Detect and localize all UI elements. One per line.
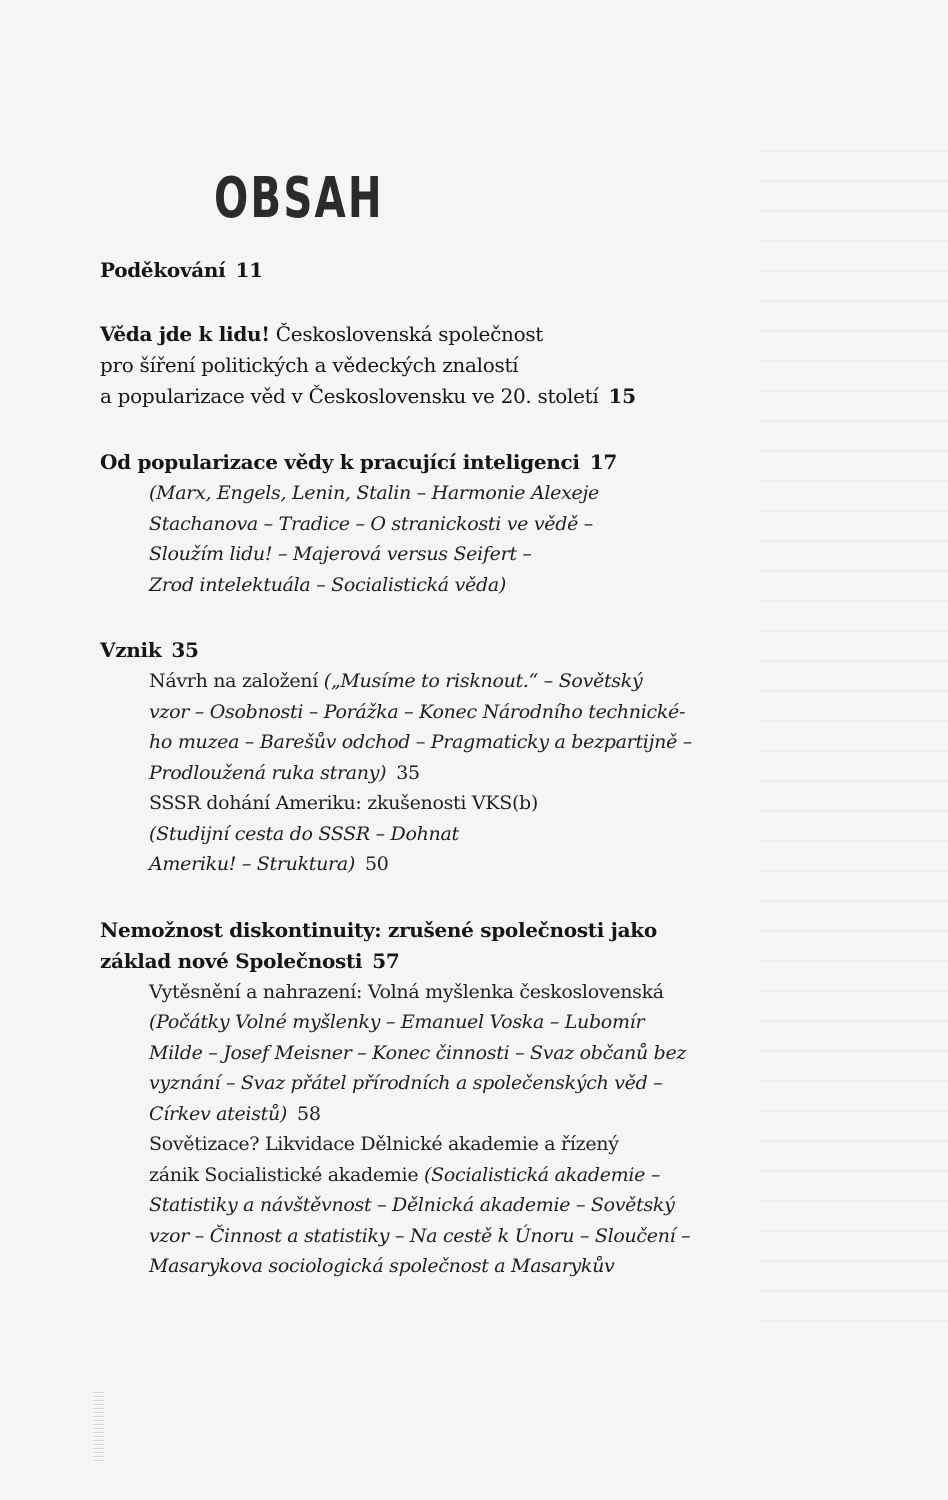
toc-subentry-title-cont: zánik Socialistické akademie <box>149 1163 425 1186</box>
toc-page-number: 17 <box>589 450 617 474</box>
toc-entry-title-cont: Československá společnost <box>269 322 544 346</box>
toc-entry <box>100 319 750 412</box>
toc-subtopics: Zrod intelektuála – Socialistická věda) <box>149 573 506 596</box>
toc-entry <box>100 447 750 600</box>
toc-subtopics: Milde – Josef Meisner – Konec činnosti – Svaz občanů bez <box>149 1041 687 1064</box>
toc-entry-title: Poděkování <box>100 258 226 282</box>
page-title: OBSAH <box>214 166 384 231</box>
toc-entry-line: a popularizace věd v Československu ve 20. století <box>100 384 599 408</box>
toc-subtopics: Sloužím lidu! – Majerová versus Seifert – <box>149 543 532 565</box>
toc-subtopics: Prodloužená ruka strany) <box>149 761 387 784</box>
bleed-through-text <box>758 150 948 1350</box>
toc-subentry-title: Vytěsnění a nahrazení: Volná myšlenka československá <box>149 980 664 1003</box>
toc-subentry-title: Návrh na založení <box>149 670 324 692</box>
toc-page-number: 11 <box>235 258 263 282</box>
toc-page-number: 58 <box>297 1102 321 1125</box>
toc-subtopics: („Musíme to risknout.“ – Sovětský <box>323 670 643 692</box>
toc-entry-title-cont: základ nové Společnosti <box>100 948 363 973</box>
toc-subtopics: vyznání – Svaz přátel přírodních a společenských věd – <box>149 1072 663 1094</box>
toc-entry <box>100 915 750 1282</box>
toc-entry-title: Nemožnost diskontinuity: zrušené společnosti jako <box>100 917 657 942</box>
page-edge-mark <box>94 1392 104 1462</box>
toc-subentry-title: SSSR dohání Ameriku: zkušenosti VKS(b) <box>149 792 539 814</box>
toc-page-number: 50 <box>365 853 389 875</box>
toc-subtopics: vzor – Činnost a statistiky – Na cestě k Únoru – Sloučení – <box>149 1224 691 1247</box>
toc-page-number: 57 <box>372 948 400 973</box>
toc-subtopics: Stachanova – Tradice – O stranickosti ve vědě – <box>149 512 593 535</box>
toc-subtopics: Ameriku! – Struktura) <box>149 853 355 875</box>
toc-entry-line: pro šíření politických a vědeckých znalostí <box>100 353 519 377</box>
toc-subtopics: (Studijní cesta do SSSR – Dohnat <box>149 822 459 845</box>
toc-subtopics: vzor – Osobnosti – Porážka – Konec Národního technické- <box>149 700 686 723</box>
toc-entry-title: Vznik <box>100 638 162 662</box>
toc-subentry-title: Sovětizace? Likvidace Dělnické akademie a řízený <box>149 1133 619 1155</box>
toc-page-number: 35 <box>171 638 199 662</box>
toc-entry <box>100 255 750 286</box>
toc-subtopics: Masarykova sociologická společnost a Masarykův <box>149 1255 615 1277</box>
toc-subtopics: (Marx, Engels, Lenin, Stalin – Harmonie Alexeje <box>149 482 599 504</box>
toc-entry-title: Od popularizace vědy k pracující inteligenci <box>100 450 580 474</box>
toc-subtopics: Statistiky a návštěvnost – Dělnická akademie – Sovětský <box>149 1194 675 1216</box>
toc-page-number: 35 <box>396 761 420 784</box>
table-of-contents <box>100 248 750 1282</box>
toc-subtopics: ho muzea – Barešův odchod – Pragmaticky a bezpartijně – <box>149 731 692 753</box>
toc-subtopics: Církev ateistů) <box>149 1102 288 1125</box>
toc-entry <box>100 635 750 880</box>
toc-entry-title: Věda jde k lidu! <box>100 322 270 346</box>
toc-page-number: 15 <box>608 384 636 408</box>
toc-subtopics: (Socialistická akademie – <box>424 1163 661 1186</box>
toc-subtopics: (Počátky Volné myšlenky – Emanuel Voska – Lubomír <box>149 1011 645 1033</box>
toc-subentry <box>100 666 750 697</box>
